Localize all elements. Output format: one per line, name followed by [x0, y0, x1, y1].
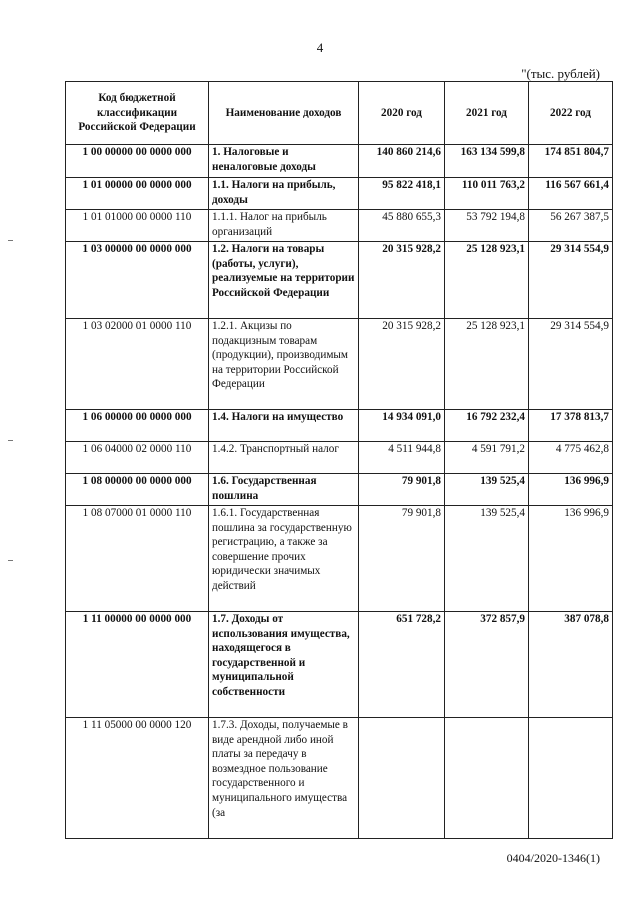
- value-2021-cell: 163 134 599,8: [445, 145, 529, 178]
- value-2022-cell: 136 996,9: [529, 506, 613, 612]
- code-cell: 1 08 00000 00 0000 000: [66, 474, 209, 506]
- value-2022-cell: 387 078,8: [529, 612, 613, 718]
- units-note: "(тыс. рублей): [521, 66, 600, 81]
- value-2022-cell: 116 567 661,4: [529, 178, 613, 210]
- table-row: [66, 442, 613, 474]
- code-cell: 1 03 00000 00 0000 000: [66, 242, 209, 319]
- code-cell: 1 11 00000 00 0000 000: [66, 612, 209, 718]
- name-cell: 1.4.2. Транспортный налог: [209, 442, 359, 474]
- value-2022-cell: 136 996,9: [529, 474, 613, 506]
- value-2020-cell: 651 728,2: [359, 612, 445, 718]
- table-header-row: [66, 82, 613, 145]
- value-2021-cell: 372 857,9: [445, 612, 529, 718]
- revenue-table: [65, 81, 613, 839]
- value-2021-cell: 110 011 763,2: [445, 178, 529, 210]
- code-cell: 1 00 00000 00 0000 000: [66, 145, 209, 178]
- table-row: [66, 210, 613, 242]
- value-2021-cell: 139 525,4: [445, 474, 529, 506]
- scan-margin-mark: [8, 240, 13, 241]
- value-2020-cell: 45 880 655,3: [359, 210, 445, 242]
- value-2021-cell: 25 128 923,1: [445, 319, 529, 410]
- value-2022-cell: 56 267 387,5: [529, 210, 613, 242]
- name-cell: 1.6.1. Государственная пошлина за государственную регистрацию, а также за совершение прочих юридически значимых действий: [209, 506, 359, 612]
- code-cell: 1 06 00000 00 0000 000: [66, 410, 209, 442]
- name-cell: 1.2. Налоги на товары (работы, услуги), реализуемые на территории Российской Федерации: [209, 242, 359, 319]
- value-2020-cell: 79 901,8: [359, 506, 445, 612]
- value-2022-cell: 29 314 554,9: [529, 319, 613, 410]
- code-cell: 1 03 02000 01 0000 110: [66, 319, 209, 410]
- value-2020-cell: [359, 718, 445, 839]
- value-2022-cell: 29 314 554,9: [529, 242, 613, 319]
- code-cell: 1 06 04000 02 0000 110: [66, 442, 209, 474]
- table-row: [66, 178, 613, 210]
- value-2020-cell: 79 901,8: [359, 474, 445, 506]
- value-2021-cell: 25 128 923,1: [445, 242, 529, 319]
- value-2021-cell: 16 792 232,4: [445, 410, 529, 442]
- value-2022-cell: 4 775 462,8: [529, 442, 613, 474]
- table-row: [66, 612, 613, 718]
- table-row: [66, 718, 613, 839]
- name-cell: 1.4. Налоги на имущество: [209, 410, 359, 442]
- name-cell: 1.7. Доходы от использования имущества, находящегося в государственной и муниципальной собственности: [209, 612, 359, 718]
- header-name: Наименование доходов: [209, 82, 359, 145]
- header-2021: 2021 год: [445, 82, 529, 145]
- value-2022-cell: 174 851 804,7: [529, 145, 613, 178]
- name-cell: 1.1. Налоги на прибыль, доходы: [209, 178, 359, 210]
- value-2020-cell: 14 934 091,0: [359, 410, 445, 442]
- value-2021-cell: 53 792 194,8: [445, 210, 529, 242]
- name-cell: 1. Налоговые и неналоговые доходы: [209, 145, 359, 178]
- scan-margin-mark: [8, 560, 13, 561]
- document-footer-code: 0404/2020-1346(1): [506, 851, 600, 865]
- table-row: [66, 410, 613, 442]
- name-cell: 1.1.1. Налог на прибыль организаций: [209, 210, 359, 242]
- name-cell: 1.2.1. Акцизы по подакцизным товарам (продукции), производимым на территории Российской Федерации: [209, 319, 359, 410]
- value-2022-cell: 17 378 813,7: [529, 410, 613, 442]
- value-2020-cell: 20 315 928,2: [359, 242, 445, 319]
- header-2020: 2020 год: [359, 82, 445, 145]
- table-row: [66, 319, 613, 410]
- code-cell: 1 01 00000 00 0000 000: [66, 178, 209, 210]
- table-row: [66, 474, 613, 506]
- value-2021-cell: 139 525,4: [445, 506, 529, 612]
- code-cell: 1 11 05000 00 0000 120: [66, 718, 209, 839]
- table-row: [66, 242, 613, 319]
- page-number: 4: [316, 40, 324, 55]
- table-row: [66, 506, 613, 612]
- value-2020-cell: 4 511 944,8: [359, 442, 445, 474]
- value-2020-cell: 95 822 418,1: [359, 178, 445, 210]
- value-2021-cell: [445, 718, 529, 839]
- value-2021-cell: 4 591 791,2: [445, 442, 529, 474]
- value-2022-cell: [529, 718, 613, 839]
- header-2022: 2022 год: [529, 82, 613, 145]
- code-cell: 1 01 01000 00 0000 110: [66, 210, 209, 242]
- table-row: [66, 145, 613, 178]
- value-2020-cell: 140 860 214,6: [359, 145, 445, 178]
- scan-margin-mark: [8, 440, 13, 441]
- name-cell: 1.6. Государственная пошлина: [209, 474, 359, 506]
- value-2020-cell: 20 315 928,2: [359, 319, 445, 410]
- name-cell: 1.7.3. Доходы, получаемые в виде арендной либо иной платы за передачу в возмездное пользование государственного и муниципального имущества (за: [209, 718, 359, 839]
- code-cell: 1 08 07000 01 0000 110: [66, 506, 209, 612]
- header-code: Код бюджетной классификации Российской Федерации: [66, 82, 209, 145]
